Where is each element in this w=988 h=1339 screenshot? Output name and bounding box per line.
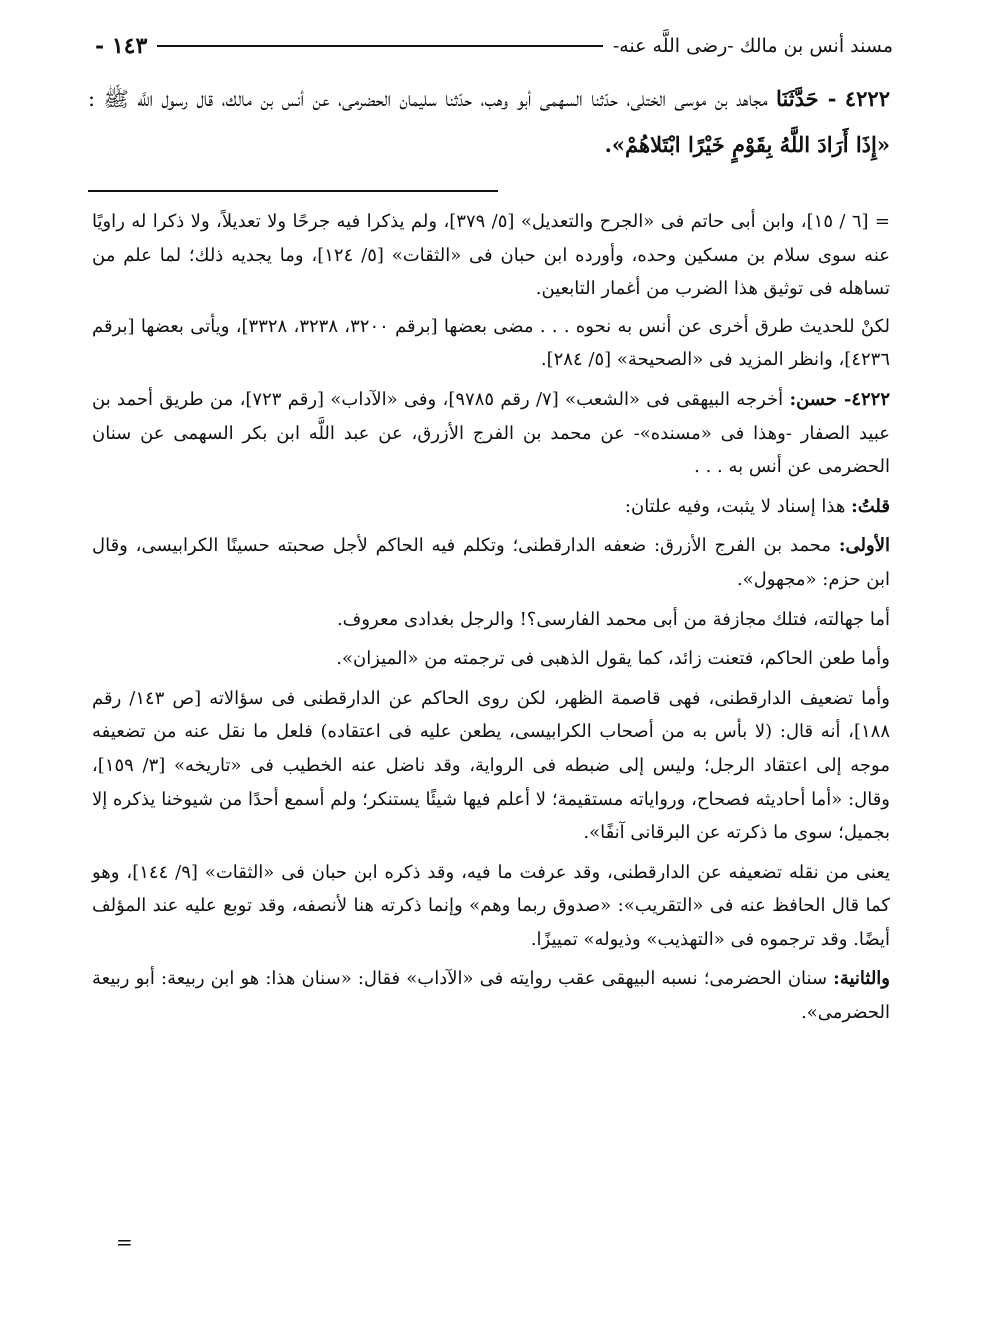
footnote-paragraph: أما جهالته، فتلك مجازفة من أبى محمد الفارسى؟! والرجل بغدادى معروف.: [336, 608, 890, 630]
hadith-matn: «إِذَا أَرَادَ اللَّهُ بِقَوْمٍ خَيْرًا ابْتَلاهُمْ».: [604, 132, 890, 157]
hadith-paragraph: [88, 76, 890, 168]
page-number: [95, 33, 147, 59]
first-illa-label: الأولى:: [838, 535, 890, 557]
running-header: [95, 28, 893, 64]
footnote-paragraph: وأما تضعيف الدارقطنى، فهى قاصمة الظهر، لكن روى الحاكم عن الدارقطنى فى سؤالاته [ص ١٤٣/ رقم ١٨٨]، أنه قال: (لا بأس به من أصحاب الكرابيسى، يطعن عليه فى اعتقاده) فلعل ما نقل عنه من تضعيفه موجه إلى اعتقاد الرجل؛ وليس إلى ضبطه فى الرواية، وقد ناضل عنه الخطيب فى «تاريخه» [٣/ ١٥٩]، وقال: «أما أحاديثه فصحاح، ورواياته مستقيمة؛ لا أعلم فيها شيئًا يستنكر؛ ولم أسمع أحدًا من شيوخنا يذكره إلا بجميل؛ سوى ما ذكرته عن البرقانى آنفًا».: [92, 687, 890, 844]
qultu-text: هذا إسناد لا يثبت، وفيه علتان:: [624, 495, 846, 517]
first-illa-text: محمد بن الفرج الأزرق: ضعفه الدارقطنى؛ وتكلم فيه الحاكم لأجل صحبته حسينًا الكرابيسى، وقال ابن حزم: «مجهول».: [92, 535, 890, 590]
takhrij-text: أخرجه البيهقى فى «الشعب» [٧/ رقم ٩٧٨٥]، وفى «الآداب» [رقم ٧٢٣]، من طريق أحمد بن عبيد الصفار -وهذا فى «مسنده»- عن محمد بن الفرج الأزرق، عن عبد اللَّه ابن بكر السهمى عن سنان الحضرمى عن أنس به . . .: [92, 388, 890, 478]
footnote-continuation: = [٦ / ١٥]، وابن أبى حاتم فى «الجرح والتعديل» [٥/ ٣٧٩]، ولم يذكرا فيه جرحًا ولا تعديلاً، ولا ذكرا له راويًا عنه سوى سلام بن مسكين وحده، وأورده ابن حبان فى «الثقات» [٥/ ١٢٤]، وما يجديه ذلك؛ لما علم من تساهله فى توثيق هذا الضرب من أغمار التابعين.: [92, 211, 891, 300]
hadith-isnad: مجاهد بن موسى الختلى، حدّثنا السهمى أبو وهب، حدّثنا سليمان الحضرمى، عن أنس بن مالك، قال رسول اللَّه ﷺ :: [88, 87, 768, 111]
footnote-paragraph: وأما طعن الحاكم، فتعنت زائد، كما يقول الذهبى فى ترجمته من «الميزان».: [336, 648, 890, 670]
page-number-dash: -: [95, 33, 105, 59]
takhrij-number: ٤٢٢٢- حسن:: [789, 388, 890, 410]
qultu-label: قلتُ:: [851, 495, 890, 517]
footnote-paragraph: يعنى من نقله تضعيفه عن الدارقطنى، وقد عرفت ما فيه، وقد ذكره ابن حبان فى «الثقات» [٩/ ١٤٤]، وهو كما قال الحافظ عنه فى «التقريب»: «صدوق ربما وهم» وإنما ذكرته هنا لأنصفه، وقد توبع عليه عند المؤلف أيضًا. وقد ترجموه فى «التهذيب» وذيوله» تمييزًا.: [92, 861, 890, 950]
footnote-separator: [88, 190, 498, 192]
page-number-value: ١٤٣: [111, 33, 148, 59]
hadith-number: ٤٢٢٢: [844, 86, 890, 111]
footnotes: [92, 205, 890, 1036]
footnote-paragraph: لكنْ للحديث طرق أخرى عن أنس به نحوه . . . مضى بعضها [برقم ٣٢٠٠، ٣٢٣٨، ٣٣٢٨]، ويأتى بعضها [برقم ٤٢٣٦]، وانظر المزيد فى «الصحيحة» [٥/ ٢٨٤].: [92, 315, 891, 371]
qultu-paragraph: [92, 490, 890, 524]
header-rule: [157, 45, 603, 47]
second-illa-paragraph: [92, 962, 890, 1029]
haddathana-word: - حَدَّثَنَا: [776, 86, 837, 111]
hadith-text: [88, 76, 890, 168]
second-illa-label: والثانية:: [833, 968, 891, 990]
continuation-mark: =: [116, 1230, 133, 1254]
takhrij-paragraph: [92, 383, 890, 484]
header-title: مسند أنس بن مالك -رضى اللَّه عنه-: [612, 35, 893, 57]
second-illa-text: سنان الحضرمى؛ نسبه البيهقى عقب روايته فى «الآداب» فقال: «سنان هذا: هو ابن ربيعة: أبو ربيعة الحضرمى».: [92, 968, 890, 1024]
first-illa-paragraph: [92, 529, 890, 596]
